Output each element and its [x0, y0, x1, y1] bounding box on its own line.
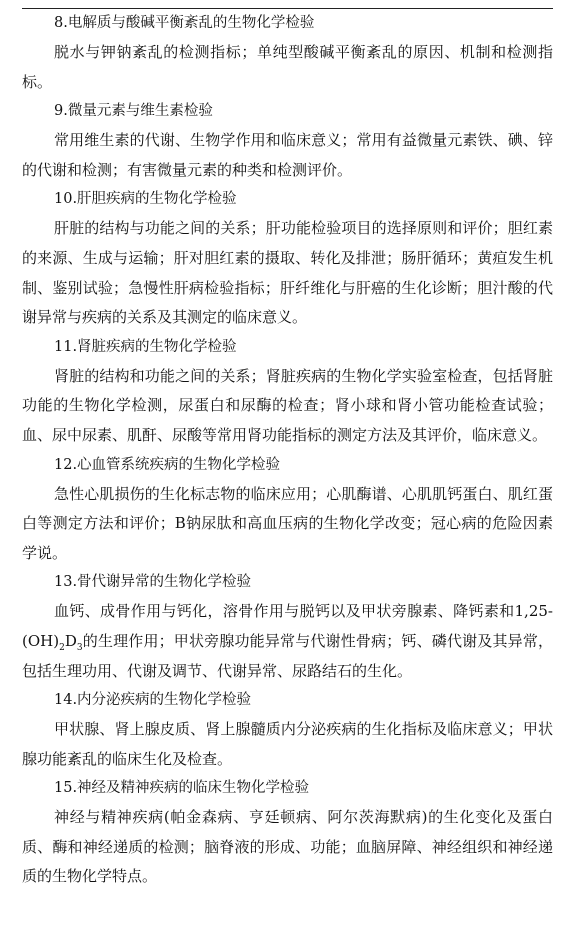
section-title: 15.神经及精神疾病的临床生物化学检验	[54, 780, 310, 797]
section-title: 9.微量元素与维生素检验	[54, 103, 213, 120]
subscript: 2	[59, 642, 65, 653]
section-title: 14.内分泌疾病的生物化学检验	[54, 692, 252, 709]
section-15	[22, 777, 553, 892]
header-rule	[22, 8, 553, 9]
section-body: 肝脏的结构与功能之间的关系；肝功能检验项目的选择原则和评价；胆红素的来源、生成与运输；肝对胆红素的摄取、转化及排泄；肠肝循环；黄疸发生机制、鉴别试验；急慢性肝病检验指标；肝纤维化与肝癌的生化诊断；胆汁酸的代谢异常与疾病的关系及其测定的临床意义。	[22, 219, 553, 327]
section-body: 神经与精神疾病(帕金森病、亨廷顿病、阿尔茨海默病)的生化变化及蛋白质、酶和神经递质的检测；脑脊液的形成、功能；血脑屏障、神经组织和神经递质的生物化学特点。	[22, 808, 553, 886]
section-body: 肾脏的结构和功能之间的关系；肾脏疾病的生物化学实验室检查，包括肾脏功能的生物化学检测，尿蛋白和尿酶的检查；肾小球和肾小管功能检查试验；血、尿中尿素、肌酐、尿酸等常用肾功能指标的测定方法及其评价，临床意义。	[22, 366, 553, 444]
body-text: D	[64, 631, 77, 650]
section-title: 8.电解质与酸碱平衡紊乱的生物化学检验	[54, 15, 315, 31]
section-14	[22, 689, 553, 774]
section-12	[22, 454, 553, 569]
section-9	[22, 100, 553, 185]
section-title: 12.心血管系统疾病的生物化学检验	[54, 456, 281, 473]
section-body	[22, 597, 553, 686]
section-body: 急性心肌损伤的生化标志物的临床应用；心肌酶谱、心肌肌钙蛋白、肌红蛋白等测定方法和评价；B钠尿肽和高血压病的生物化学改变；冠心病的危险因素学说。	[22, 484, 553, 562]
section-10	[22, 188, 553, 332]
body-text: 的生理作用；甲状旁腺功能异常与代谢性骨病；钙、磷代谢及其异常，包括生理功用、代谢及调节、代谢异常、尿路结石的生化。	[22, 631, 553, 680]
body-text: 血钙、成骨作用与钙化，溶骨作用与脱钙以及甲状旁腺素、降钙素和1,25-(OH)	[22, 602, 553, 650]
section-body: 脱水与钾钠紊乱的检测指标；单纯型酸碱平衡紊乱的原因、机制和检测指标。	[22, 43, 553, 91]
section-body: 甲状腺、肾上腺皮质、肾上腺髓质内分泌疾病的生化指标及临床意义；甲状腺功能紊乱的临床生化及检查。	[22, 720, 553, 768]
section-title: 13.骨代谢异常的生物化学检验	[54, 574, 252, 591]
section-8	[22, 12, 553, 97]
document-page	[22, 12, 553, 895]
section-11	[22, 336, 553, 451]
section-title: 10.肝胆疾病的生物化学检验	[54, 191, 237, 208]
section-body: 常用维生素的代谢、生物学作用和临床意义；常用有益微量元素铁、碘、锌的代谢和检测；有害微量元素的种类和检测评价。	[22, 131, 553, 179]
section-13	[22, 571, 553, 686]
section-title: 11.肾脏疾病的生物化学检验	[54, 338, 237, 355]
subscript: 3	[76, 642, 83, 653]
